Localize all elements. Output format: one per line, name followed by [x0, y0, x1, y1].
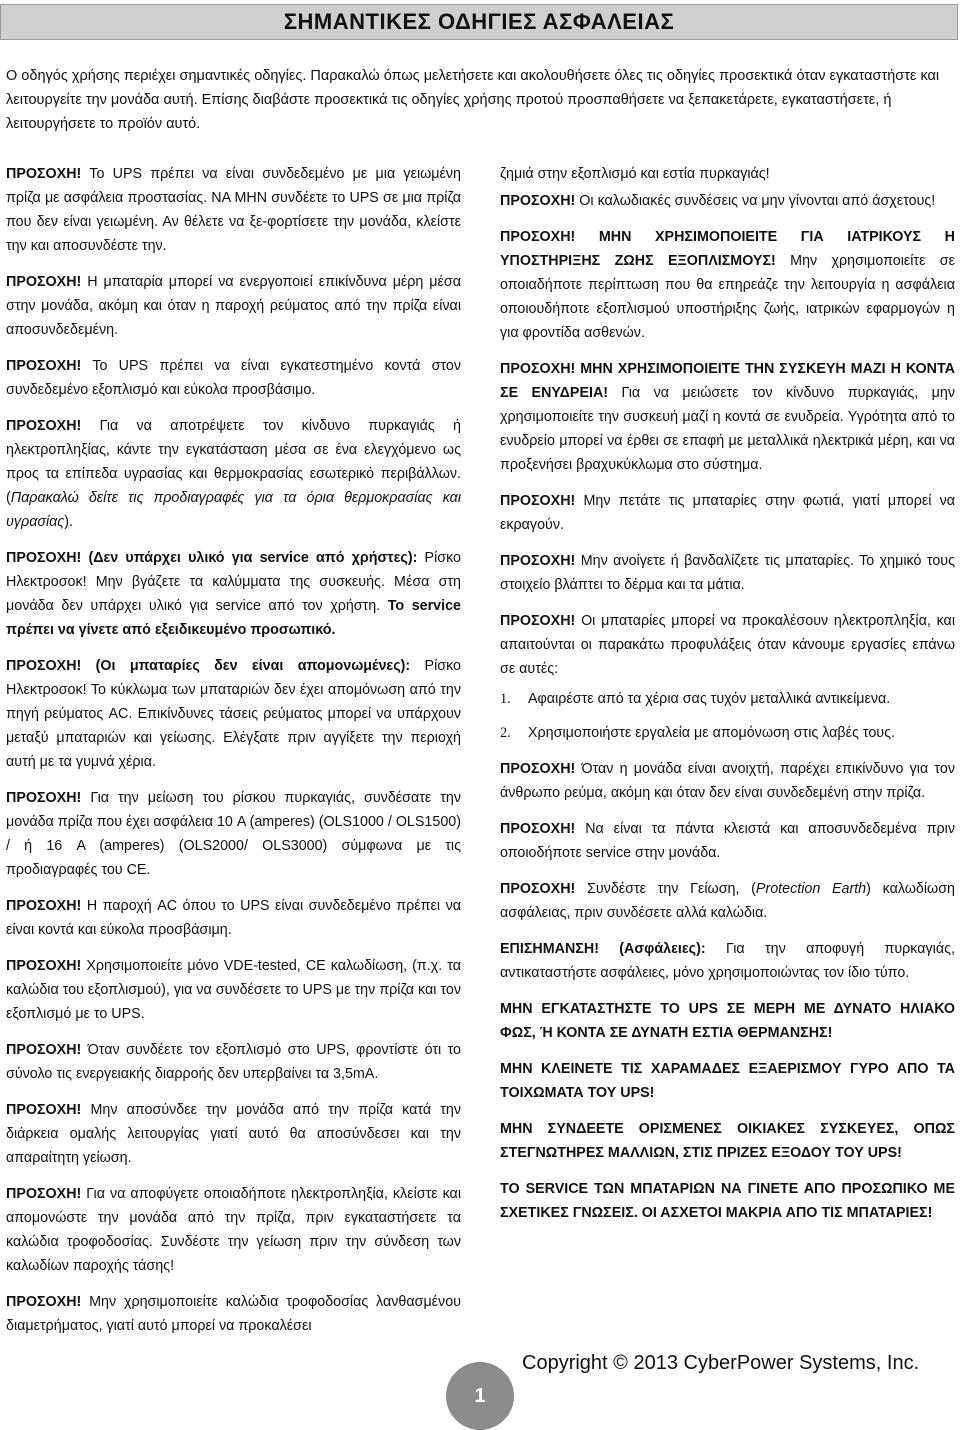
warning-label: ΠΡΟΣΟΧΗ!: [6, 274, 82, 290]
notice-label: ΕΠΙΣΗΜΑΝΣΗ! (Ασφάλειες):: [500, 941, 706, 957]
intro-paragraph: Ο οδηγός χρήσης περιέχει σημαντικές οδηγίες. Παρακαλώ όπως μελετήσετε και ακολουθήσετε όλες τις οδηγίες προσεκτικά όταν εγκαταστήστε και λειτουργείτε την μονάδα αυτή. Επίσης διαβάστε προσεκτικά τις οδηγίες χρήσης προτού προσπαθήσετε να ξεπακετάρετε, εγκαταστήσετε, ή λειτουργήσετε το προϊόν αυτό.: [6, 68, 940, 132]
warning-paragraph: [6, 270, 461, 342]
warning-text: Το UPS πρέπει να είναι εγκατεστημένο κοντά στον συνδεδεμένο εξοπλισμό και εύκολα προσβάσιμο.: [6, 358, 461, 398]
list-item-number: 1.: [500, 691, 511, 707]
list-item: [500, 721, 955, 745]
warning-label: ΠΡΟΣΟΧΗ!: [6, 1294, 82, 1310]
warning-label: ΠΡΟΣΟΧΗ!: [500, 761, 576, 777]
warning-text: Μην αποσύνδεε την μονάδα από την πρίζα κατά την διάρκεια ομαλής λειτουργίας γιατί αυτό θα αποσύνδεσει και την απαραίτητη γείωση.: [6, 1102, 461, 1166]
notice-paragraph: [500, 937, 955, 985]
warning-paragraph: [500, 609, 955, 681]
warning-bold-text: (Οι μπαταρίες δεν είναι απομονωμένες):: [95, 658, 411, 674]
warning-paragraph: [500, 817, 955, 865]
warning-bold-text: ΠΡΟΣΟΧΗ! ΜΗΝ ΧΡΗΣΙΜΟΠΟΙΕΙΤΕ ΓΙΑ ΙΑΤΡΙΚΟΥΣ Η ΥΠΟΣΤΗΡΙΞΗΣ ΖΩΗΣ ΕΞΟΠΛΙΣΜΟΥΣ!: [500, 229, 955, 269]
warning-paragraph: [6, 1098, 461, 1170]
caps-warning: ΜΗΝ ΣΥΝΔΕΕΤΕ ΟΡΙΣΜΕΝΕΣ ΟΙΚΙΑΚΕΣ ΣΥΣΚΕΥΕΣ, ΟΠΩΣ ΣΤΕΓΝΩΤΗΡΕΣ ΜΑΛΛΙΩΝ, ΣΤΙΣ ΠΡΙΖΕΣ ΕΞΟΔΟΥ ΤΟΥ UPS!: [500, 1121, 955, 1161]
warning-text: Το UPS πρέπει να είναι συνδεδεμένο με μια γειωμένη πρίζα με ασφάλεια προστασίας. ΝΑ ΜΗΝ συνδέετε το UPS σε μια πρίζα που δεν είναι γειωμένη. Αν θέλετε να ξε-φορτίσετε την μονάδα, κλείστε την και αποσυνδέστε την.: [6, 166, 462, 254]
warning-text: Χρησιμοποιείτε μόνο VDE-tested, CE καλωδίωση, (π.χ. τα καλώδια του εξοπλισμού), για να συνδέσετε το UPS με την πρίζα και τον εξοπλισμό με το UPS.: [6, 958, 461, 1022]
warning-text: Για να μειώσετε τον κίνδυνο πυρκαγιάς, μην χρησιμοποιείτε την συσκευή μαζί η κοντά σε ενυδρεία. Υγρότητα από το ενυδρείο μπορεί να έρθει σε επαφή με μεταλλικά ηλεκτρικά μέρη, και να προξενήσει βραχυκύκλωμα στο σύστημα.: [500, 385, 956, 473]
warning-text: Μην πετάτε τις μπαταρίες στην φωτιά, γιατί μπορεί να εκραγούν.: [500, 493, 955, 533]
warning-paragraph: [6, 546, 461, 642]
warning-bold-text: ΠΡΟΣΟΧΗ! ΜΗΝ ΧΡΗΣΙΜΟΠΟΙΕΙΤΕ ΤΗΝ ΣΥΣΚΕΥΗ ΜΑΖΙ Η ΚΟΝΤΑ ΣΕ ΕΝΥΔΡΕΙΑ!: [500, 361, 955, 401]
warning-label: ΠΡΟΣΟΧΗ!: [6, 790, 82, 806]
warning-label: ΠΡΟΣΟΧΗ!: [6, 166, 82, 182]
warning-text: Να είναι τα πάντα κλειστά και αποσυνδεδεμένα πριν οποιοδήποτε service στην μονάδα.: [500, 821, 955, 861]
title-bar: [0, 4, 958, 40]
warning-bold-text: Το service πρέπει να γίνετε από εξειδικευμένο προσωπικό.: [6, 598, 461, 638]
warning-label: ΠΡΟΣΟΧΗ!: [6, 1186, 82, 1202]
warning-italic-text: Παρακαλώ δείτε τις προδιαγραφές για τα όρια θερμοκρασίας και υγρασίας: [6, 490, 461, 530]
warning-label: ΠΡΟΣΟΧΗ!: [6, 1102, 82, 1118]
warning-label: ΠΡΟΣΟΧΗ!: [500, 881, 576, 897]
warning-label: ΠΡΟΣΟΧΗ!: [6, 1042, 82, 1058]
list-item-number: 2.: [500, 725, 511, 741]
right-column: [500, 162, 955, 1237]
warning-label: ΠΡΟΣΟΧΗ!: [500, 821, 576, 837]
warning-paragraph: [500, 225, 955, 345]
list-item-text: Αφαιρέστε από τα χέρια σας τυχόν μεταλλικά αντικείμενα.: [528, 691, 891, 707]
warning-text: Μην ανοίγετε ή βανδαλίζετε τις μπαταρίες. Το χημικό τους στοιχείο βλάπτει το δέρμα και τα μάτια.: [500, 553, 955, 593]
warning-paragraph: [500, 489, 955, 537]
list-item: [500, 687, 955, 711]
warning-label: ΠΡΟΣΟΧΗ!: [6, 658, 82, 674]
warning-paragraph: [6, 1182, 461, 1278]
warning-label: ΠΡΟΣΟΧΗ!: [6, 958, 82, 974]
warning-continuation: ζημιά στην εξοπλισμό και εστία πυρκαγιάς!: [500, 166, 770, 182]
warning-paragraph: [6, 894, 461, 942]
warning-label: ΠΡΟΣΟΧΗ!: [500, 613, 576, 629]
warning-bold-text: (Δεν υπάρχει υλικό για service από χρήστες):: [88, 550, 418, 566]
warning-text: Μην χρησιμοποιείτε καλώδια τροφοδοσίας λανθασμένου διαμετρήματος, γιατί αυτό μπορεί να προκαλέσει: [6, 1294, 461, 1334]
warning-text: Ρίσκο Ηλεκτροσοκ! Μην βγάζετε τα καλύμματα της συσκευής. Μέσα στη μονάδα δεν υπάρχει υλικό για service από τον χρήστη.: [6, 550, 461, 614]
page-number: 1: [474, 1384, 486, 1407]
warning-text: Όταν η μονάδα είναι ανοιχτή, παρέχει επικίνδυνο για τον άνθρωπο ρεύμα, ακόμη και όταν δεν είναι συνδεδεμένη στην πρίζα.: [500, 761, 955, 801]
warning-paragraph: [6, 786, 461, 882]
warning-label: ΠΡΟΣΟΧΗ!: [6, 898, 82, 914]
warning-text: Συνδέστε την Γείωση, (: [587, 881, 756, 897]
warning-paragraph: [6, 1038, 461, 1086]
warning-label: ΠΡΟΣΟΧΗ!: [500, 193, 576, 209]
page-number-badge: [446, 1362, 514, 1430]
precautions-list: [500, 687, 955, 745]
warning-text: Η παροχή AC όπου το UPS είναι συνδεδεμένο πρέπει να είναι κοντά και εύκολα προσβάσιμη.: [6, 898, 461, 938]
warning-text: Οι μπαταρίες μπορεί να προκαλέσουν ηλεκτροπληξία, και απαιτούνται οι παρακάτω προφυλάξεις όταν κάνουμε εργασίες επάνω σε αυτές:: [500, 613, 955, 677]
warning-paragraph: [6, 414, 461, 534]
warning-text: ).: [64, 514, 73, 530]
warning-label: ΠΡΟΣΟΧΗ!: [6, 550, 82, 566]
warning-label: ΠΡΟΣΟΧΗ!: [500, 493, 576, 509]
warning-text: Για την μείωση του ρίσκου πυρκαγιάς, συνδέσατε την μονάδα πρίζα που έχει ασφάλεια 10 A (amperes) (OLS1000 / OLS1500) / ή 16 A (amperes) (OLS2000/ OLS3000) σύμφωνα με τις προδιαγραφές του CE.: [6, 790, 461, 878]
warning-paragraph: [500, 189, 955, 213]
warning-paragraph: [6, 354, 461, 402]
copyright-text: Copyright © 2013 CyberPower Systems, Inc.: [522, 1352, 920, 1374]
left-column: [6, 162, 461, 1350]
warning-italic-text: Protection Earth: [755, 881, 867, 897]
warning-label: ΠΡΟΣΟΧΗ!: [6, 358, 82, 374]
warning-text: Για να αποφύγετε οποιαδήποτε ηλεκτροπληξία, κλείστε και απομονώστε την μονάδα από την πρίζα, πριν εγκαταστήσετε τα καλώδια τροφοδοσίας. Συνδέστε την γείωση πριν την σύνδεση των καλωδίων παροχής τάσης!: [6, 1186, 461, 1274]
warning-text: ) καλωδίωση ασφάλειας, πριν συνδέσετε αλλά καλώδια.: [500, 881, 955, 921]
warning-text: Ρίσκο Ηλεκτροσοκ! Το κύκλωμα των μπαταριών δεν έχει απομόνωση από την πηγή ρεύματος AC. Επικίνδυνες τάσεις ρεύματος μπορεί να υπάρχουν μεταξύ μπαταριών και γείωσης. Ελέγξατε πριν αγγίξετε την περιοχή αυτή με τα γυμνά χέρια.: [6, 658, 462, 770]
warning-paragraph: [6, 954, 461, 1026]
warning-paragraph: [500, 357, 955, 477]
caps-warning: ΤΟ SERVICE ΤΩΝ ΜΠΑΤΑΡΙΩΝ ΝΑ ΓΙΝΕΤΕ ΑΠΟ ΠΡΟΣΩΠΙΚΟ ΜΕ ΣΧΕΤΙΚΕΣ ΓΝΩΣΕΙΣ. ΟΙ ΑΣΧΕΤΟΙ ΜΑΚΡΙΑ ΑΠΟ ΤΙΣ ΜΠΑΤΑΡΙΕΣ!: [500, 1181, 955, 1221]
warning-text: Οι καλωδιακές συνδέσεις να μην γίνονται από άσχετους!: [579, 193, 936, 209]
warning-paragraph: [500, 549, 955, 597]
warning-paragraph: [6, 1290, 461, 1338]
warning-text: Όταν συνδέετε τον εξοπλισμό στο UPS, φροντίστε ότι το σύνολο τις ενεργειακής διαρροής δεν υπερβαίνει τα 3,5mA.: [6, 1042, 461, 1082]
caps-warning: ΜΗΝ ΚΛΕΙΝΕΤΕ ΤΙΣ ΧΑΡΑΜΑΔΕΣ ΕΞΑΕΡΙΣΜΟΥ ΓΥΡΟ ΑΠΟ ΤΑ ΤΟΙΧΩΜΑΤΑ ΤΟΥ UPS!: [500, 1061, 955, 1101]
warning-paragraph: [6, 654, 461, 774]
list-item-text: Χρησιμοποιήστε εργαλεία με απομόνωση στις λαβές τους.: [528, 725, 895, 741]
warning-paragraph: [500, 877, 955, 925]
warning-text: Η μπαταρία μπορεί να ενεργοποιεί επικίνδυνα μέρη μέσα στην μονάδα, ακόμη και όταν η παροχή ρεύματος από την πρίζα είναι αποσυνδεδεμένη.: [6, 274, 461, 338]
warning-label: ΠΡΟΣΟΧΗ!: [6, 418, 82, 434]
warning-label: ΠΡΟΣΟΧΗ!: [500, 553, 576, 569]
warning-paragraph: [6, 162, 461, 258]
caps-warning: ΜΗΝ ΕΓΚΑΤΑΣΤΗΣΤΕ ΤΟ UPS ΣΕ ΜΕΡΗ ΜΕ ΔΥΝΑΤΟ ΗΛΙΑΚΟ ΦΩΣ, Ή ΚΟΝΤΑ ΣΕ ΔΥΝΑΤΗ ΕΣΤΙΑ ΘΕΡΜΑΝΣΗΣ!: [500, 1001, 955, 1041]
warning-paragraph: [500, 757, 955, 805]
page-title: ΣΗΜΑΝΤΙΚΕΣ ΟΔΗΓΙΕΣ ΑΣΦΑΛΕΙΑΣ: [283, 9, 675, 34]
warning-text: Μην χρησιμοποιείτε σε οποιαδήποτε περίπτωση που θα επηρεάζε την λειτουργία η ασφάλεια οποιουδήποτε εξοπλισμού υποστήριξης ζωής, ιατρικών εφαρμογών η για φροντίδα ασθενών.: [500, 253, 955, 341]
warning-text: Για να αποτρέψετε τον κίνδυνο πυρκαγιάς ή ηλεκτροπληξίας, κάντε την εγκατάσταση μέσα σε ένα ελεγχόμενο ως προς τα επίπεδα υγρασίας και θερμοκρασίας εσωτερικό περιβάλλων. (: [6, 418, 461, 506]
notice-text: Για την αποφυγή πυρκαγιάς, αντικαταστήστε ασφάλειες, μόνο χρησιμοποιώντας τον ίδιο τύπο.: [500, 941, 955, 981]
